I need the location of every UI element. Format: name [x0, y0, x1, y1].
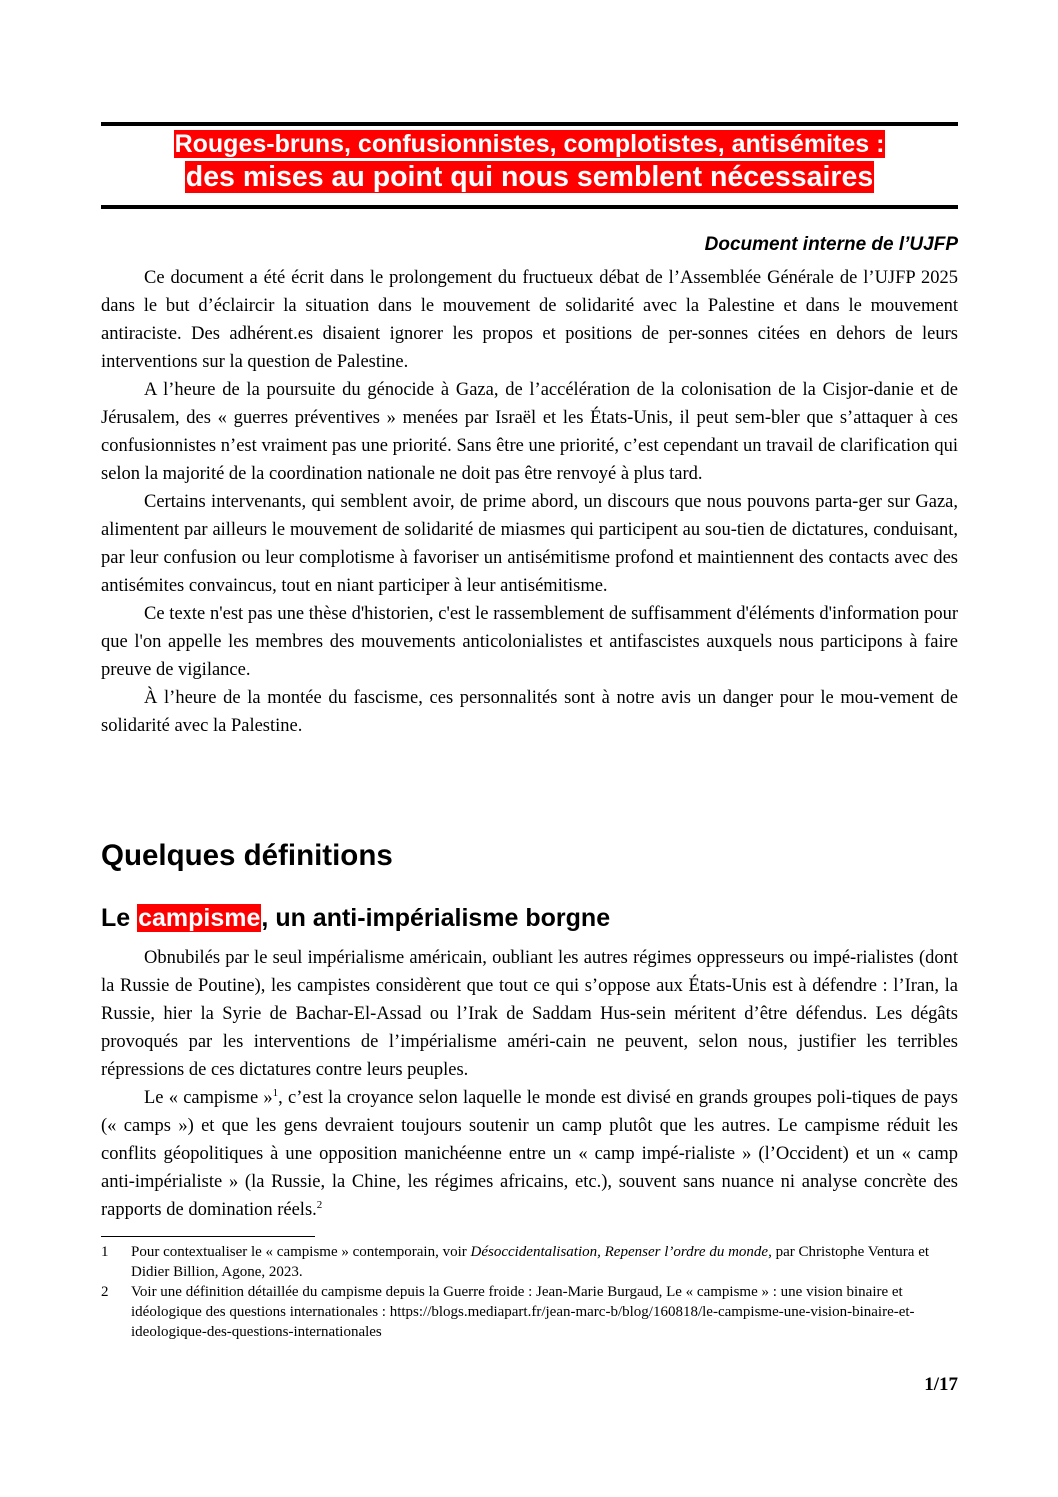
title-top-rule	[101, 122, 958, 126]
footnote	[101, 1282, 958, 1342]
subsection-heading	[101, 902, 610, 934]
campisme-text	[101, 944, 958, 1224]
subsection-suffix: , un anti-impérialisme borgne	[261, 904, 611, 932]
title-line-1: Rouges-bruns, confusionnistes, complotistes, antisémites :	[174, 130, 885, 158]
paragraph: Ce document a été écrit dans le prolongement du fructueux débat de l’Assemblée Générale de l’UJFP 2025 dans le but d’éclaircir la situation dans le mouvement de solidarité avec la Palestine et dans le mouvement antiraciste. Des adhérent.es disaient ignorer les propos et positions de per-sonnes citées en dehors de leurs interventions sur la question de Palestine.	[101, 268, 958, 372]
paragraph	[101, 1084, 958, 1224]
subsection-highlight: campisme	[138, 904, 261, 932]
footnote	[101, 1242, 958, 1282]
footnote-text	[131, 1242, 958, 1282]
document-subtitle: Document interne de l’UJFP	[704, 234, 958, 255]
intro-text	[101, 264, 958, 740]
paragraph: Ce texte n'est pas une thèse d'historien, c'est le rassemblement de suffisamment d'éléments d'information pour que l'on appelle les membres des mouvements anticolonialistes et antifascistes auxquels nous participons à faire preuve de vigilance.	[101, 604, 958, 680]
footnote-text[interactable]	[131, 1282, 958, 1342]
paragraph-part: , c’est la croyance selon laquelle le monde est divisé en grands groupes poli-tiques de pays (« camps ») et que les gens devraient toujours soutenir un camp plutôt que les autres. Le campisme réduit les conflits géopolitiques à une opposition manichéenne entre un « camp impé-rialiste » (l’Occident) et un « camp anti-impérialiste » (la Russie, la Chine, les régimes africains, etc.), souvent sans nuance ni analyse concrète des rapports de domination réels.	[101, 1088, 958, 1220]
footnote-number: 2	[101, 1284, 109, 1300]
paragraph: Obnubilés par le seul impérialisme américain, oubliant les autres régimes oppresseurs ou impé-rialistes (dont la Russie de Poutine), les campistes considèrent que tout ce qui s’oppose aux États-Unis est à défendre : l’Iran, la Russie, hier la Syrie de Bachar-El-Assad ou l’Irak de Saddam Hus-sein méritent d’être défendus. Les dégâts provoqués par les interventions de l’impérialisme améri-cain ne peuvent, selon nous, justifier les terribles répressions de ces dictatures contre leurs peuples.	[101, 948, 958, 1080]
paragraph: À l’heure de la montée du fascisme, ces personnalités sont à notre avis un danger pour le mou-vement de solidarité avec la Palestine.	[101, 688, 958, 736]
paragraph: Certains intervenants, qui semblent avoir, de prime abord, un discours que nous pouvons parta-ger sur Gaza, alimentent par ailleurs le mouvement de solidarité de miasmes qui participent au sou-tien de dictatures, conduisant, par leur confusion ou leur complotisme à favoriser un antisémitisme profond et maintiennent des contacts avec des antisémites convaincus, tout en niant participer à leur antisémitisme.	[101, 492, 958, 596]
paragraph-part: Le « campisme »	[144, 1088, 273, 1108]
footnote-separator	[101, 1236, 315, 1237]
title-line-2: des mises au point qui nous semblent nécessaires	[185, 161, 874, 193]
page-number: 1/17	[924, 1374, 958, 1395]
footnote-text-part: Pour contextualiser le « campisme » contemporain, voir	[131, 1244, 471, 1260]
document-title	[101, 128, 958, 194]
title-bottom-rule	[101, 205, 958, 209]
subsection-prefix: Le	[101, 904, 138, 932]
document-page	[101, 0, 958, 1497]
footnote-text-part: Voir une définition détaillée du campisme depuis la Guerre froide : Jean-Marie Burgaud, Le « campisme » : une vision binaire et idéologique des questions internationales : https://blogs.mediapart.fr/jean-marc-b/blog/160818/le-campisme-une-vision-binaire-et-ideologique-des-questions-internationales	[131, 1284, 915, 1340]
section-heading: Quelques définitions	[101, 839, 393, 872]
footnote-number: 1	[101, 1244, 109, 1260]
footnote-ref[interactable]: 2	[316, 1198, 323, 1211]
paragraph: A l’heure de la poursuite du génocide à Gaza, de l’accélération de la colonisation de la Cisjor-danie et de Jérusalem, des « guerres préventives » menées par Israël et les États-Unis, il peut sem-bler que s’attaquer à ces confusionnistes n’est vraiment pas une priorité. Sans être une priorité, c’est cependant un travail de clarification qui selon la majorité de la coordination nationale ne doit pas être renvoyé à plus tard.	[101, 380, 958, 484]
footnote-book-title: Désoccidentalisation, Repenser l’ordre du monde,	[470, 1244, 772, 1260]
footnote-ref[interactable]: 1	[272, 1086, 279, 1099]
footnote-text-part: par Christophe Ventura et Didier Billion, Agone, 2023.	[131, 1244, 930, 1280]
footnotes	[101, 1242, 958, 1342]
